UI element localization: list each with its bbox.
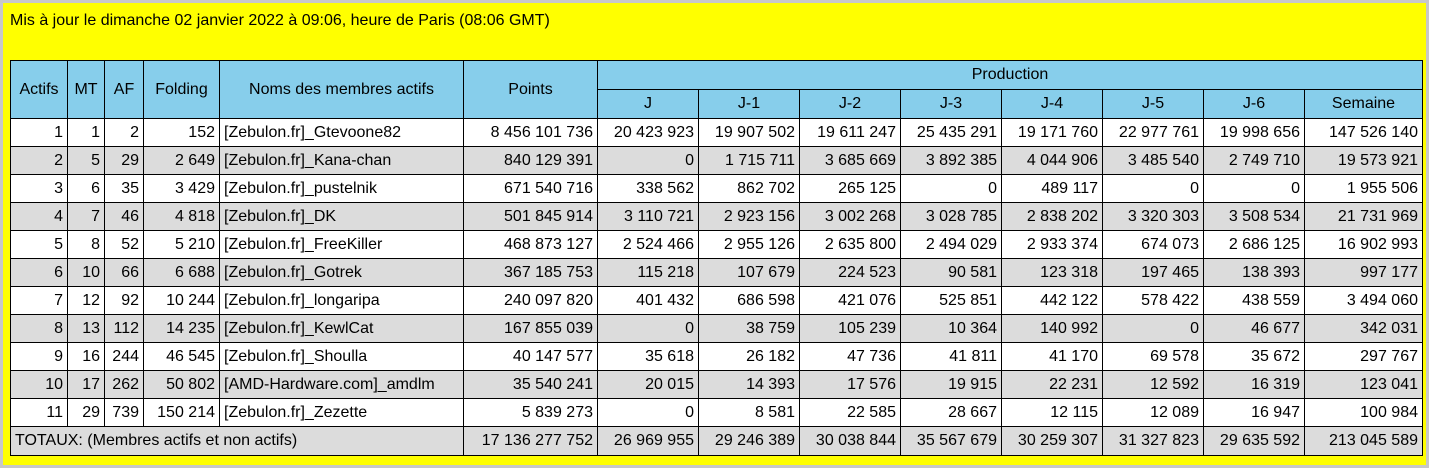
- col-header-actifs: Actifs: [11, 61, 68, 119]
- cell-j6: 2 749 710: [1204, 147, 1305, 175]
- cell-af: 262: [105, 371, 144, 399]
- col-header-j5: J-5: [1103, 90, 1204, 119]
- col-header-noms: Noms des membres actifs: [220, 61, 464, 119]
- cell-j: 35 618: [598, 343, 699, 371]
- totals-j5: 31 327 823: [1103, 427, 1204, 456]
- cell-j: 0: [598, 315, 699, 343]
- col-header-af: AF: [105, 61, 144, 119]
- col-header-production: Production: [598, 61, 1423, 90]
- cell-points: 8 456 101 736: [464, 119, 598, 147]
- cell-j2: 105 239: [800, 315, 901, 343]
- member-name: [Zebulon.fr]_DK: [220, 203, 464, 231]
- cell-mt: 7: [68, 203, 105, 231]
- cell-folding: 2 649: [144, 147, 220, 175]
- cell-points: 468 873 127: [464, 231, 598, 259]
- cell-j1: 14 393: [699, 371, 800, 399]
- cell-folding: 10 244: [144, 287, 220, 315]
- cell-mt: 8: [68, 231, 105, 259]
- col-header-points: Points: [464, 61, 598, 119]
- cell-actifs: 6: [11, 259, 68, 287]
- cell-j3: 41 811: [901, 343, 1002, 371]
- cell-j6: 16 947: [1204, 399, 1305, 427]
- col-header-j2: J-2: [800, 90, 901, 119]
- cell-af: 46: [105, 203, 144, 231]
- totals-label: TOTAUX: (Membres actifs et non actifs): [11, 427, 464, 456]
- member-name: [AMD-Hardware.com]_amdlm: [220, 371, 464, 399]
- member-name: [Zebulon.fr]_FreeKiller: [220, 231, 464, 259]
- cell-points: 501 845 914: [464, 203, 598, 231]
- cell-j: 0: [598, 147, 699, 175]
- col-header-semaine: Semaine: [1305, 90, 1423, 119]
- cell-j6: 0: [1204, 175, 1305, 203]
- cell-j2: 19 611 247: [800, 119, 901, 147]
- cell-actifs: 4: [11, 203, 68, 231]
- cell-semaine: 147 526 140: [1305, 119, 1423, 147]
- cell-j5: 0: [1103, 175, 1204, 203]
- cell-actifs: 11: [11, 399, 68, 427]
- cell-j4: 4 044 906: [1002, 147, 1103, 175]
- cell-points: 5 839 273: [464, 399, 598, 427]
- member-name: [Zebulon.fr]_Gotrek: [220, 259, 464, 287]
- cell-points: 240 097 820: [464, 287, 598, 315]
- header-row: [11, 61, 1423, 90]
- totals-j3: 35 567 679: [901, 427, 1002, 456]
- col-header-j4: J-4: [1002, 90, 1103, 119]
- table-row: [11, 119, 1423, 147]
- cell-j4: 2 838 202: [1002, 203, 1103, 231]
- cell-af: 66: [105, 259, 144, 287]
- col-header-j6: J-6: [1204, 90, 1305, 119]
- cell-j6: 438 559: [1204, 287, 1305, 315]
- cell-semaine: 997 177: [1305, 259, 1423, 287]
- cell-af: 739: [105, 399, 144, 427]
- cell-j6: 138 393: [1204, 259, 1305, 287]
- cell-mt: 17: [68, 371, 105, 399]
- col-header-folding: Folding: [144, 61, 220, 119]
- cell-af: 35: [105, 175, 144, 203]
- cell-j1: 1 715 711: [699, 147, 800, 175]
- cell-mt: 6: [68, 175, 105, 203]
- cell-af: 112: [105, 315, 144, 343]
- table-row: [11, 343, 1423, 371]
- member-name: [Zebulon.fr]_Kana-chan: [220, 147, 464, 175]
- cell-actifs: 1: [11, 119, 68, 147]
- cell-j4: 2 933 374: [1002, 231, 1103, 259]
- cell-points: 671 540 716: [464, 175, 598, 203]
- cell-j2: 3 002 268: [800, 203, 901, 231]
- cell-folding: 50 802: [144, 371, 220, 399]
- cell-j3: 19 915: [901, 371, 1002, 399]
- cell-folding: 46 545: [144, 343, 220, 371]
- totals-points: 17 136 277 752: [464, 427, 598, 456]
- cell-j1: 2 923 156: [699, 203, 800, 231]
- update-timestamp: Mis à jour le dimanche 02 janvier 2022 à 09:06, heure de Paris (08:06 GMT): [10, 12, 550, 29]
- cell-mt: 10: [68, 259, 105, 287]
- cell-j6: 46 677: [1204, 315, 1305, 343]
- cell-semaine: 1 955 506: [1305, 175, 1423, 203]
- cell-folding: 6 688: [144, 259, 220, 287]
- cell-points: 35 540 241: [464, 371, 598, 399]
- cell-actifs: 9: [11, 343, 68, 371]
- totals-j4: 30 259 307: [1002, 427, 1103, 456]
- cell-j: 401 432: [598, 287, 699, 315]
- cell-j6: 3 508 534: [1204, 203, 1305, 231]
- table-row: [11, 315, 1423, 343]
- cell-folding: 4 818: [144, 203, 220, 231]
- totals-j: 26 969 955: [598, 427, 699, 456]
- cell-j6: 19 998 656: [1204, 119, 1305, 147]
- totals-semaine: 213 045 589: [1305, 427, 1423, 456]
- cell-j3: 3 028 785: [901, 203, 1002, 231]
- col-header-j1: J-1: [699, 90, 800, 119]
- cell-af: 244: [105, 343, 144, 371]
- cell-j6: 2 686 125: [1204, 231, 1305, 259]
- cell-points: 40 147 577: [464, 343, 598, 371]
- cell-semaine: 16 902 993: [1305, 231, 1423, 259]
- member-name: [Zebulon.fr]_KewlCat: [220, 315, 464, 343]
- cell-j4: 12 115: [1002, 399, 1103, 427]
- cell-semaine: 100 984: [1305, 399, 1423, 427]
- cell-mt: 5: [68, 147, 105, 175]
- table-row: [11, 259, 1423, 287]
- cell-j3: 10 364: [901, 315, 1002, 343]
- col-header-j: J: [598, 90, 699, 119]
- cell-j4: 140 992: [1002, 315, 1103, 343]
- cell-semaine: 297 767: [1305, 343, 1423, 371]
- cell-points: 167 855 039: [464, 315, 598, 343]
- table-row: [11, 231, 1423, 259]
- cell-points: 840 129 391: [464, 147, 598, 175]
- cell-af: 92: [105, 287, 144, 315]
- cell-j2: 3 685 669: [800, 147, 901, 175]
- cell-mt: 29: [68, 399, 105, 427]
- cell-j3: 3 892 385: [901, 147, 1002, 175]
- cell-mt: 12: [68, 287, 105, 315]
- totals-j2: 30 038 844: [800, 427, 901, 456]
- cell-j: 338 562: [598, 175, 699, 203]
- cell-j5: 197 465: [1103, 259, 1204, 287]
- cell-j5: 69 578: [1103, 343, 1204, 371]
- cell-folding: 3 429: [144, 175, 220, 203]
- cell-folding: 14 235: [144, 315, 220, 343]
- cell-folding: 5 210: [144, 231, 220, 259]
- cell-af: 2: [105, 119, 144, 147]
- cell-j5: 0: [1103, 315, 1204, 343]
- cell-actifs: 7: [11, 287, 68, 315]
- cell-j2: 47 736: [800, 343, 901, 371]
- cell-j5: 22 977 761: [1103, 119, 1204, 147]
- totals-j6: 29 635 592: [1204, 427, 1305, 456]
- cell-j1: 19 907 502: [699, 119, 800, 147]
- cell-j5: 12 592: [1103, 371, 1204, 399]
- table-row: [11, 203, 1423, 231]
- cell-j: 3 110 721: [598, 203, 699, 231]
- cell-j2: 265 125: [800, 175, 901, 203]
- cell-j1: 26 182: [699, 343, 800, 371]
- cell-semaine: 3 494 060: [1305, 287, 1423, 315]
- cell-j3: 0: [901, 175, 1002, 203]
- cell-j: 20 015: [598, 371, 699, 399]
- cell-folding: 150 214: [144, 399, 220, 427]
- table-row: [11, 287, 1423, 315]
- cell-j1: 38 759: [699, 315, 800, 343]
- cell-j1: 862 702: [699, 175, 800, 203]
- cell-mt: 13: [68, 315, 105, 343]
- cell-j2: 22 585: [800, 399, 901, 427]
- cell-j1: 8 581: [699, 399, 800, 427]
- cell-j4: 489 117: [1002, 175, 1103, 203]
- cell-j1: 2 955 126: [699, 231, 800, 259]
- cell-semaine: 21 731 969: [1305, 203, 1423, 231]
- cell-semaine: 342 031: [1305, 315, 1423, 343]
- cell-mt: 1: [68, 119, 105, 147]
- cell-af: 52: [105, 231, 144, 259]
- table-row: [11, 175, 1423, 203]
- cell-actifs: 10: [11, 371, 68, 399]
- cell-j5: 3 320 303: [1103, 203, 1204, 231]
- cell-j5: 12 089: [1103, 399, 1204, 427]
- cell-j: 0: [598, 399, 699, 427]
- cell-j: 115 218: [598, 259, 699, 287]
- cell-j: 20 423 923: [598, 119, 699, 147]
- member-name: [Zebulon.fr]_pustelnik: [220, 175, 464, 203]
- cell-folding: 152: [144, 119, 220, 147]
- cell-j6: 16 319: [1204, 371, 1305, 399]
- cell-mt: 16: [68, 343, 105, 371]
- cell-j2: 421 076: [800, 287, 901, 315]
- cell-j: 2 524 466: [598, 231, 699, 259]
- member-name: [Zebulon.fr]_Shoulla: [220, 343, 464, 371]
- totals-j1: 29 246 389: [699, 427, 800, 456]
- cell-j3: 28 667: [901, 399, 1002, 427]
- table-row: [11, 371, 1423, 399]
- cell-j4: 41 170: [1002, 343, 1103, 371]
- cell-j3: 525 851: [901, 287, 1002, 315]
- cell-actifs: 8: [11, 315, 68, 343]
- member-name: [Zebulon.fr]_longaripa: [220, 287, 464, 315]
- cell-j3: 25 435 291: [901, 119, 1002, 147]
- cell-j4: 123 318: [1002, 259, 1103, 287]
- cell-points: 367 185 753: [464, 259, 598, 287]
- cell-j4: 442 122: [1002, 287, 1103, 315]
- member-name: [Zebulon.fr]_Zezette: [220, 399, 464, 427]
- cell-j2: 224 523: [800, 259, 901, 287]
- members-stats-table: [10, 60, 1423, 456]
- table-row: [11, 399, 1423, 427]
- totals-row: [11, 427, 1423, 456]
- cell-j3: 2 494 029: [901, 231, 1002, 259]
- cell-semaine: 19 573 921: [1305, 147, 1423, 175]
- cell-semaine: 123 041: [1305, 371, 1423, 399]
- cell-j3: 90 581: [901, 259, 1002, 287]
- cell-af: 29: [105, 147, 144, 175]
- cell-j4: 19 171 760: [1002, 119, 1103, 147]
- cell-actifs: 3: [11, 175, 68, 203]
- cell-actifs: 2: [11, 147, 68, 175]
- cell-j5: 578 422: [1103, 287, 1204, 315]
- members-rows: [11, 119, 1423, 427]
- col-header-mt: MT: [68, 61, 105, 119]
- table-row: [11, 147, 1423, 175]
- cell-actifs: 5: [11, 231, 68, 259]
- cell-j1: 686 598: [699, 287, 800, 315]
- cell-j2: 17 576: [800, 371, 901, 399]
- cell-j5: 674 073: [1103, 231, 1204, 259]
- col-header-j3: J-3: [901, 90, 1002, 119]
- cell-j5: 3 485 540: [1103, 147, 1204, 175]
- cell-j6: 35 672: [1204, 343, 1305, 371]
- cell-j2: 2 635 800: [800, 231, 901, 259]
- cell-j4: 22 231: [1002, 371, 1103, 399]
- member-name: [Zebulon.fr]_Gtevoone82: [220, 119, 464, 147]
- cell-j1: 107 679: [699, 259, 800, 287]
